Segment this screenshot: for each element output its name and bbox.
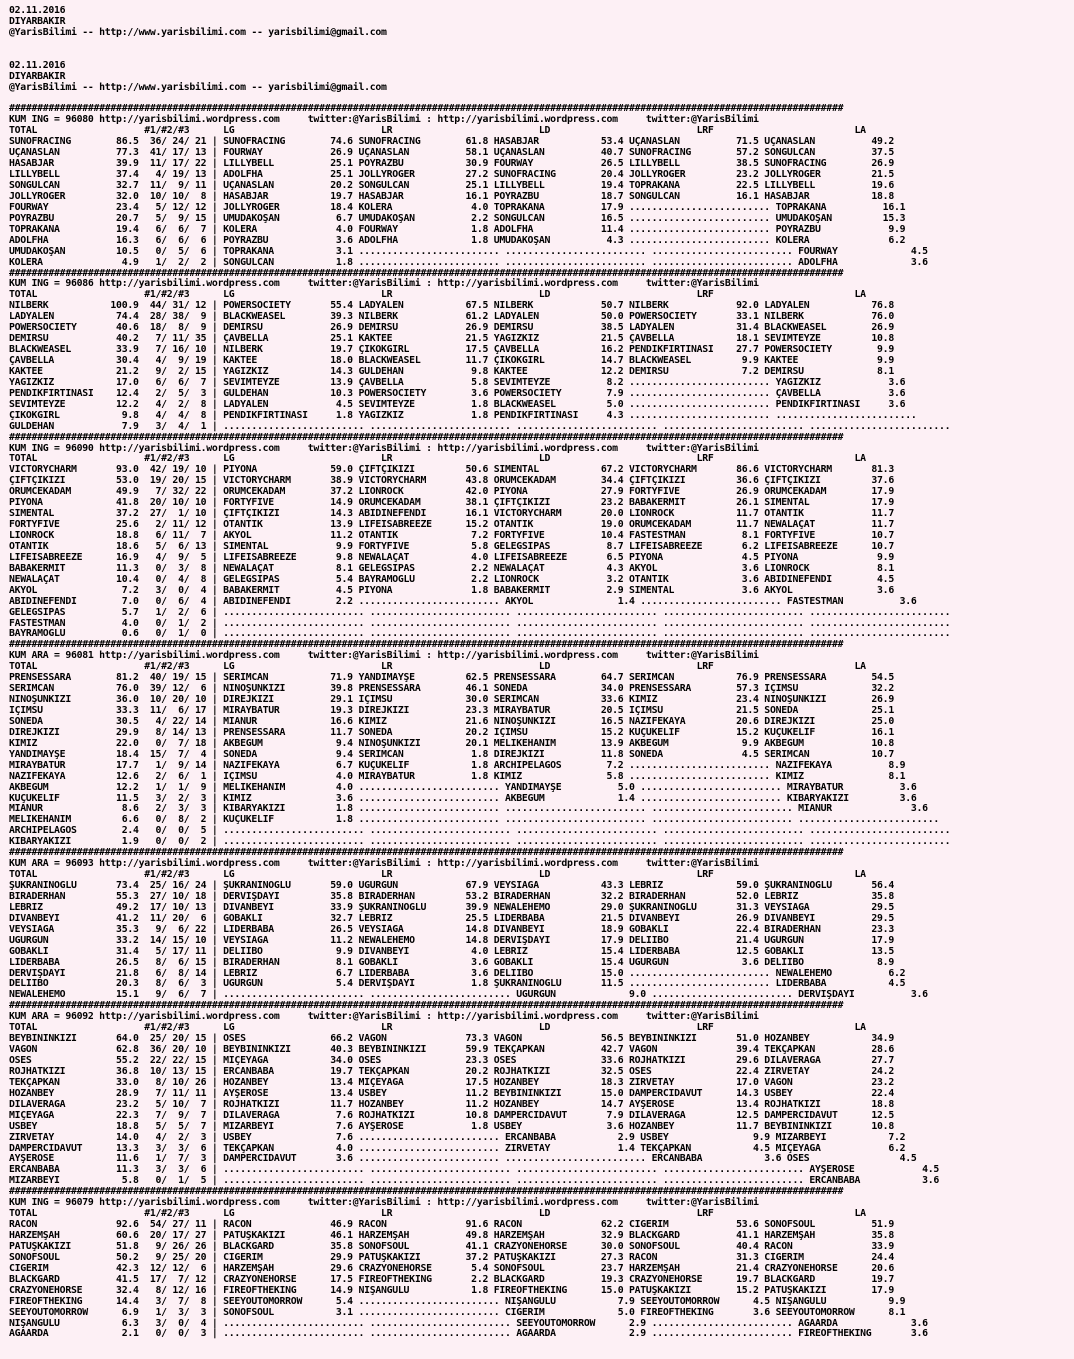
text-line: PIYONA 41.8 20/ 10/ 10 | FORTYFIVE 14.9 ORUMCEKADAM 38.1 ÇIFTÇIKIZI 23.2 BABAKERMIT 26.1 SIMENTAL 17.9 <box>8 497 894 509</box>
text-line: BABAKERMIT 11.3 0/ 3/ 8 | NEWALAÇAT 8.1 GELEGSIPAS 2.2 NEWALAÇAT 4.3 AKYOL 3.6 LIONROCK 8.1 <box>8 562 894 574</box>
text-line: POWERSOCIETY 40.6 18/ 8/ 9 | DEMIRSU 26.9 DEMIRSU 26.9 DEMIRSU 38.5 LADYALEN 31.4 BLACKWEASEL 26.9 <box>8 322 894 334</box>
text-line: LIFEISABREEZE 16.9 4/ 9/ 5 | LIFEISABREEZE 9.8 NEWALAÇAT 4.0 LIFEISABREEZE 6.5 PIYONA 4.5 PIYONA 9.9 <box>8 551 894 563</box>
text-line: #################################################################################################################################################### <box>8 639 844 651</box>
text-line: NEWALEHEMO 15.1 9/ 6/ 7 | ......................... ......................... UGURGUN 9.0 ......................... DERVIŞDAYI 3.6 <box>8 989 928 1001</box>
text-line: KIMIZ 22.0 0/ 7/ 18 | AKBEGUM 9.4 NINOŞUNKIZI 20.1 MELIKEHANIM 13.9 AKBEGUM 9.9 AKBEGUM 10.8 <box>8 737 894 749</box>
text-line: AGAARDA 2.1 0/ 0/ 3 | ......................... ......................... AGAARDA 2.9 ......................... FIREOFTHEKING 3.6 <box>8 1328 928 1340</box>
text-line: MIRAYBATUR 17.7 1/ 9/ 14 | NAZIFEKAYA 6.7 KUÇUKELIF 1.8 ARCHIPELAGOS 7.2 ......................... NAZIFEKAYA 8.9 <box>8 759 906 771</box>
text-line: @YarisBilimi -- http://www.yarisbilimi.com -- yarisbilimi@gmail.com <box>8 81 387 93</box>
text-line: BEYBININKIZI 64.0 25/ 20/ 15 | OSES 66.2 VAGON 73.3 VAGON 56.5 BEYBININKIZI 51.0 HOZANBEY 34.9 <box>8 1033 894 1045</box>
text-line: ORUMCEKADAM 49.9 7/ 32/ 22 | ORUMCEKADAM 37.2 LIONROCK 42.0 PIYONA 27.9 FORTYFIVE 26.9 ORUMCEKADAM 17.9 <box>8 486 894 498</box>
text-line: #################################################################################################################################################### <box>8 1000 844 1012</box>
text-line: ADOLFHA 16.3 6/ 6/ 6 | POYRAZBU 3.6 ADOLFHA 1.8 UMUDAKOŞAN 4.3 ......................... KOLERA 6.2 <box>8 234 906 246</box>
text-line: BLACKWEASEL 33.9 7/ 16/ 10 | NILBERK 19.7 ÇIKOKGIRL 17.5 ÇAVBELLA 16.2 PENDIKFIRTINASI 27.7 POWERSOCIETY 9.9 <box>8 344 894 356</box>
text-line: FOURWAY 23.4 5/ 12/ 12 | JOLLYROGER 18.4 KOLERA 4.0 TOPRAKANA 17.9 ......................... TOPRAKANA 16.1 <box>8 201 906 213</box>
text-line: BLACKGARD 41.5 17/ 7/ 12 | CRAZYONEHORSE 17.5 FIREOFTHEKING 2.2 BLACKGARD 19.3 CRAZYONEHORSE 19.7 BLACKGARD 19.7 <box>8 1273 894 1285</box>
text-line: TOTAL #1/#2/#3 LG LR LD LRF LA <box>8 289 866 301</box>
text-line: TOPRAKANA 19.4 6/ 6/ 7 | KOLERA 4.0 FOURWAY 1.8 ADOLFHA 11.4 ......................... POYRAZBU 9.9 <box>8 223 906 235</box>
text-line: AYŞEROSE 11.6 1/ 7/ 3 | DAMPERCIDAVUT 3.6 ......................... ......................... ERCANBABA 3.6 OSES 4.5 <box>8 1153 917 1165</box>
text-line: KUM ARA = 96092 http://yarisbilimi.wordpress.com twitter:@YarisBilimi : http://yarisbilimi.wordpress.com twitter:@YarisBilimi <box>8 1011 759 1023</box>
text-line: AKBEGUM 12.2 1/ 1/ 9 | MELIKEHANIM 4.0 ......................... YANDIMAYŞE 5.0 ......................... MIRAYBATUR 3.6 <box>8 781 917 793</box>
text-line: TOTAL #1/#2/#3 LG LR LD LRF LA <box>8 869 866 881</box>
text-line: OTANTIK 18.6 5/ 6/ 13 | SIMENTAL 9.9 FORTYFIVE 5.8 GELEGSIPAS 8.7 LIFEISABREEZE 6.2 LIFEISABREEZE 10.7 <box>8 540 894 552</box>
text-line: TOTAL #1/#2/#3 LG LR LD LRF LA <box>8 1022 866 1034</box>
text-line: VEYSIAGA 35.3 9/ 6/ 22 | LIDERBABA 26.5 VEYSIAGA 14.8 DIVANBEYI 18.9 GOBAKLI 22.4 BIRADERHAN 23.3 <box>8 923 894 935</box>
text-line: YAGIZKIZ 17.0 6/ 6/ 7 | SEVIMTEYZE 13.9 ÇAVBELLA 5.8 SEVIMTEYZE 8.2 ......................... YAGIZKIZ 3.6 <box>8 376 906 388</box>
text-line: KUM ING = 96080 http://yarisbilimi.wordpress.com twitter:@YarisBilimi : http://yarisbilimi.wordpress.com twitter:@YarisBilimi <box>8 114 759 126</box>
text-line: DERVIŞDAYI 21.8 6/ 8/ 14 | LEBRIZ 6.7 LIDERBABA 3.6 DELIIBO 15.0 ......................... NEWALEHEMO 6.2 <box>8 967 906 979</box>
text-line: NEWALAÇAT 10.4 0/ 4/ 8 | GELEGSIPAS 5.4 BAYRAMOGLU 2.2 LIONROCK 3.2 OTANTIK 3.6 ABIDINEFENDI 4.5 <box>8 573 894 585</box>
text-line: UGURGUN 33.2 14/ 15/ 10 | VEYSIAGA 11.2 NEWALEHEMO 14.8 DERVIŞDAYI 17.9 DELIIBO 21.4 UGURGUN 17.9 <box>8 934 894 946</box>
text-line: DAMPERCIDAVUT 13.3 3/ 3/ 6 | TEKÇAPKAN 4.0 ......................... ZIRVETAY 1.4 TEKÇAPKAN 4.5 MIÇEYAGA 6.2 <box>8 1142 906 1154</box>
text-line <box>9 39 1069 50</box>
text-line: ZIRVETAY 14.0 4/ 2/ 3 | USBEY 7.6 ......................... ERCANBABA 2.9 USBEY 9.9 MIZARBEYI 7.2 <box>8 1131 906 1143</box>
text-line: SONEDA 30.5 4/ 22/ 14 | MIANUR 16.6 KIMIZ 21.6 NINOŞUNKIZI 16.5 NAZIFEKAYA 20.6 DIREJKIZI 25.0 <box>8 715 894 727</box>
text-line: BIRADERHAN 55.3 27/ 10/ 18 | DERVIŞDAYI 35.8 BIRADERHAN 53.2 BIRADERHAN 32.2 BIRADERHAN 52.0 LEBRIZ 35.8 <box>8 890 894 902</box>
text-line: GELEGSIPAS 5.7 1/ 2/ 6 | ......................... ......................... ......................... ......................... ......................... <box>8 606 951 618</box>
text-line: PENDIKFIRTINASI 12.4 2/ 5/ 3 | GULDEHAN 10.3 POWERSOCIETY 3.6 POWERSOCIETY 7.9 ......................... ÇAVBELLA 3.6 <box>8 387 906 399</box>
text-line: FORTYFIVE 25.6 2/ 11/ 12 | OTANTIK 13.9 LIFEISABREEZE 15.2 OTANTIK 19.0 ORUMCEKADAM 11.7 NEWALAÇAT 11.7 <box>8 519 894 531</box>
text-line: ÇIKOKGIRL 9.8 4/ 4/ 8 | PENDIKFIRTINASI 1.8 YAGIZKIZ 1.8 PENDIKFIRTINASI 4.3 ......................... ......................... <box>8 409 917 421</box>
text-line: CIGERIM 42.3 12/ 12/ 6 | HARZEMŞAH 29.6 CRAZYONEHORSE 5.4 SONOFSOUL 23.7 HARZEMŞAH 21.4 CRAZYONEHORSE 20.6 <box>8 1262 894 1274</box>
text-line: TOTAL #1/#2/#3 LG LR LD LRF LA <box>8 661 866 673</box>
text-line: HASABJAR 39.9 11/ 17/ 22 | LILLYBELL 25.1 POYRAZBU 30.9 FOURWAY 26.5 LILLYBELL 38.5 SUNOFRACING 26.9 <box>8 158 894 170</box>
text-line: 02.11.2016 <box>8 59 66 71</box>
text-line: YANDIMAYŞE 18.4 15/ 7/ 4 | SONEDA 9.4 SERIMCAN 1.8 DIREJKIZI 11.8 SONEDA 4.5 SERIMCAN 10.7 <box>8 748 894 760</box>
text-line: MELIKEHANIM 6.6 0/ 8/ 2 | KUÇUKELIF 1.8 ......................... ......................... ......................... ......................... <box>8 814 940 826</box>
text-line: #################################################################################################################################################### <box>8 103 844 115</box>
text-line: LIDERBABA 26.5 8/ 6/ 15 | BIRADERHAN 8.1 GOBAKLI 3.6 GOBAKLI 15.4 UGURGUN 3.6 DELIIBO 8.9 <box>8 956 894 968</box>
text-line: DELIIBO 20.3 8/ 6/ 3 | UGURGUN 5.4 DERVIŞDAYI 1.8 ŞUKRANINOGLU 11.5 ......................... LIDERBABA 4.5 <box>8 978 906 990</box>
text-line: TOTAL #1/#2/#3 LG LR LD LRF LA <box>8 453 866 465</box>
text-line: KIBARYAKIZI 1.9 0/ 0/ 2 | ......................... ......................... ......................... ......................... ......................... <box>8 836 951 848</box>
text-line: CRAZYONEHORSE 32.4 8/ 12/ 16 | FIREOFTHEKING 14.9 NIŞANGULU 1.8 FIREOFTHEKING 15.0 PATUŞKAKIZI 15.2 PATUŞKAKIZI 17.9 <box>8 1284 894 1296</box>
text-line: UÇANASLAN 77.3 41/ 17/ 13 | FOURWAY 26.9 UÇANASLAN 58.1 UÇANASLAN 40.7 SUNOFRACING 57.2 SONGULCAN 37.5 <box>8 147 894 159</box>
text-line: HARZEMŞAH 60.6 20/ 17/ 27 | PATUŞKAKIZI 46.1 HARZEMŞAH 49.8 HARZEMŞAH 32.9 BLACKGARD 41.1 HARZEMŞAH 35.8 <box>8 1230 894 1241</box>
text-line: NILBERK 100.9 44/ 31/ 12 | POWERSOCIETY 55.4 LADYALEN 67.5 NILBERK 50.7 NILBERK 92.0 LADYALEN 76.8 <box>8 300 894 312</box>
text-line: KUM ARA = 96081 http://yarisbilimi.wordpress.com twitter:@YarisBilimi : http://yarisbilimi.wordpress.com twitter:@YarisBilimi <box>8 650 759 662</box>
text-line: PATUŞKAKIZI 51.8 9/ 26/ 26 | BLACKGARD 35.8 SONOFSOUL 41.1 CRAZYONEHORSE 30.0 SONOFSOUL 40.4 RACON 33.9 <box>8 1240 894 1252</box>
text-line: LEBRIZ 49.2 17/ 10/ 13 | DIVANBEYI 33.9 ŞUKRANINOGLU 39.9 NEWALEHEMO 29.0 ŞUKRANINOGLU 31.3 VEYSIAGA 29.5 <box>8 901 894 913</box>
text-line: NAZIFEKAYA 12.6 2/ 6/ 1 | IÇIMSU 4.0 MIRAYBATUR 1.8 KIMIZ 5.8 ......................... KIMIZ 8.1 <box>8 770 906 782</box>
text-line: NIŞANGULU 6.3 3/ 0/ 4 | ......................... ......................... SEEYOUTOMORROW 2.9 ......................... AGAARDA 3.6 <box>8 1317 928 1329</box>
text-line: USBEY 18.8 5/ 5/ 7 | MIZARBEYI 7.6 AYŞEROSE 1.8 USBEY 3.6 HOZANBEY 11.7 BEYBININKIZI 10.8 <box>8 1120 894 1132</box>
text-line: DILAVERAGA 23.2 5/ 10/ 7 | ROJHATKIZI 11.7 HOZANBEY 11.2 HOZANBEY 14.7 AYŞEROSE 13.4 ROJHATKIZI 18.8 <box>8 1098 894 1110</box>
text-line: LIONROCK 18.8 6/ 11/ 7 | AKYOL 11.2 OTANTIK 7.2 FORTYFIVE 10.4 FASTESTMAN 8.1 FORTYFIVE 10.7 <box>8 530 894 541</box>
text-line: ŞUKRANINOGLU 73.4 25/ 16/ 24 | ŞUKRANINOGLU 59.0 UGURGUN 67.9 VEYSIAGA 43.3 LEBRIZ 59.0 ŞUKRANINOGLU 56.4 <box>8 880 894 891</box>
text-line: #################################################################################################################################################### <box>8 267 844 279</box>
text-line: SERIMCAN 76.0 39/ 12/ 6 | NINOŞUNKIZI 39.8 PRENSESSARA 46.1 SONEDA 34.0 PRENSESSARA 57.3 IÇIMSU 32.2 <box>8 683 894 695</box>
text-line: ERCANBABA 11.3 3/ 3/ 6 | ......................... ......................... ......................... ......................... AYŞEROSE 4.5 <box>8 1164 940 1176</box>
text-line: KOLERA 4.9 1/ 2/ 2 | SONGULCAN 1.8 ......................... ......................... ......................... ADOLFHA 3.6 <box>8 256 928 268</box>
text-line: PRENSESSARA 81.2 40/ 19/ 15 | SERIMCAN 71.9 YANDIMAYŞE 62.5 PRENSESSARA 64.7 SERIMCAN 76.9 PRENSESSARA 54.5 <box>8 672 894 684</box>
text-line: ABIDINEFENDI 7.0 0/ 6/ 4 | ABIDINEFENDI 2.2 ......................... AKYOL 1.4 ......................... FASTESTMAN 3.6 <box>8 595 917 607</box>
text-line: OSES 55.2 22/ 22/ 15 | MIÇEYAGA 34.0 OSES 23.3 OSES 33.6 ROJHATKIZI 29.6 DILAVERAGA 27.7 <box>8 1055 894 1066</box>
text-line: ARCHIPELAGOS 2.4 0/ 0/ 5 | ......................... ......................... ......................... ......................... ......................... <box>8 825 951 837</box>
text-line: MIZARBEYI 5.8 0/ 1/ 5 | ......................... ......................... ......................... ......................... ERCANBABA 3.6 <box>8 1175 940 1187</box>
text-line: DIYARBAKIR <box>8 70 66 82</box>
text-line: #################################################################################################################################################### <box>8 847 844 859</box>
text-line: KUM ARA = 96093 http://yarisbilimi.wordpress.com twitter:@YarisBilimi : http://yarisbilimi.wordpress.com twitter:@YarisBilimi <box>8 858 759 870</box>
text-line: @YarisBilimi -- http://www.yarisbilimi.com -- yarisbilimi@gmail.com <box>8 26 387 38</box>
text-line: 02.11.2016 <box>8 5 66 16</box>
text-line: ROJHATKIZI 36.8 10/ 13/ 15 | ERCANBABA 19.7 TEKÇAPKAN 20.2 ROJHATKIZI 32.5 OSES 22.4 ZIRVETAY 24.2 <box>8 1065 894 1077</box>
text-line: FIREOFTHEKING 14.4 3/ 7/ 8 | SEEYOUTOMORROW 5.4 ......................... NIŞANGULU 7.9 SEEYOUTOMORROW 4.5 NIŞANGULU 9.9 <box>8 1295 906 1307</box>
text-line: ÇIFTÇIKIZI 53.0 19/ 20/ 15 | VICTORYCHARM 38.9 VICTORYCHARM 43.8 ORUMCEKADAM 34.4 ÇIFTÇIKIZI 36.6 ÇIFTÇIKIZI 37.6 <box>8 475 894 487</box>
text-line: SIMENTAL 37.2 27/ 1/ 10 | ÇIFTÇIKIZI 14.3 ABIDINEFENDI 16.1 VICTORYCHARM 20.0 LIONROCK 11.7 OTANTIK 11.7 <box>8 508 894 520</box>
text-line: SEEYOUTOMORROW 6.9 1/ 3/ 3 | SONOFSOUL 3.1 ......................... CIGERIM 5.0 FIREOFTHEKING 3.6 SEEYOUTOMORROW 8.1 <box>8 1306 906 1318</box>
text-line: KUÇUKELIF 11.5 3/ 2/ 3 | KIMIZ 3.6 ......................... AKBEGUM 1.4 ......................... KIBARYAKIZI 3.6 <box>8 792 917 804</box>
text-line: VAGON 62.8 36/ 20/ 10 | BEYBININKIZI 40.3 BEYBININKIZI 59.9 TEKÇAPKAN 42.7 VAGON 39.4 TEKÇAPKAN 28.6 <box>8 1044 894 1056</box>
text-line: SONGULCAN 32.7 11/ 9/ 11 | UÇANASLAN 20.2 SONGULCAN 25.1 LILLYBELL 19.4 TOPRAKANA 22.5 LILLYBELL 19.6 <box>8 180 894 191</box>
text-line: UMUDAKOŞAN 10.5 0/ 5/ 6 | TOPRAKANA 3.1 ......................... ......................... ......................... FOURWAY 4.5 <box>8 245 928 257</box>
text-line: JOLLYROGER 32.0 10/ 10/ 8 | HASABJAR 19.7 HASABJAR 16.1 POYRAZBU 18.7 SONGULCAN 16.1 HASABJAR 18.8 <box>8 190 894 202</box>
text-line: RACON 92.6 54/ 27/ 11 | RACON 46.9 RACON 91.6 RACON 62.2 CIGERIM 53.6 SONOFSOUL 51.9 <box>8 1219 894 1231</box>
text-line: LADYALEN 74.4 28/ 38/ 9 | BLACKWEASEL 39.3 NILBERK 61.2 LADYALEN 50.0 POWERSOCIETY 33.1 NILBERK 76.0 <box>8 311 894 323</box>
text-line: MIÇEYAGA 22.3 7/ 9/ 7 | DILAVERAGA 7.6 ROJHATKIZI 10.8 DAMPERCIDAVUT 7.9 DILAVERAGA 12.5 DAMPERCIDAVUT 12.5 <box>8 1109 894 1121</box>
text-line: KAKTEE 21.2 9/ 2/ 15 | YAGIZKIZ 14.3 GULDEHAN 9.8 KAKTEE 12.2 DEMIRSU 7.2 DEMIRSU 8.1 <box>8 365 894 377</box>
text-line: KUM ING = 96090 http://yarisbilimi.wordpress.com twitter:@YarisBilimi : http://yarisbilimi.wordpress.com twitter:@YarisBilimi <box>8 442 759 454</box>
text-line: #################################################################################################################################################### <box>8 1186 844 1198</box>
text-line: DEMIRSU 40.2 7/ 11/ 35 | ÇAVBELLA 25.1 KAKTEE 21.5 YAGIZKIZ 21.5 ÇAVBELLA 18.1 SEVIMTEYZE 10.8 <box>8 333 894 345</box>
text-line <box>9 50 1069 61</box>
text-line: KUM ING = 96086 http://yarisbilimi.wordpress.com twitter:@YarisBilimi : http://yarisbilimi.wordpress.com twitter:@YarisBilimi <box>8 278 759 290</box>
text-line: ÇAVBELLA 30.4 4/ 9/ 19 | KAKTEE 18.0 BLACKWEASEL 11.7 ÇIKOKGIRL 14.7 BLACKWEASEL 9.9 KAKTEE 9.9 <box>8 355 894 366</box>
text-line: BAYRAMOGLU 0.6 0/ 1/ 0 | ......................... ......................... ......................... ......................... ......................... <box>8 628 951 640</box>
text-line: DIREJKIZI 29.9 8/ 14/ 13 | PRENSESSARA 11.7 SONEDA 20.2 IÇIMSU 15.2 KUÇUKELIF 15.2 KUÇUKELIF 16.1 <box>8 726 894 738</box>
text-line: IÇIMSU 33.3 11/ 6/ 17 | MIRAYBATUR 19.3 DIREJKIZI 23.3 MIRAYBATUR 20.5 IÇIMSU 21.5 SONEDA 25.1 <box>8 705 894 716</box>
text-line: #################################################################################################################################################### <box>8 431 844 443</box>
text-line: POYRAZBU 20.7 5/ 9/ 15 | UMUDAKOŞAN 6.7 UMUDAKOŞAN 2.2 SONGULCAN 16.5 ......................... UMUDAKOŞAN 15.3 <box>8 212 906 224</box>
text-line: TEKÇAPKAN 33.0 8/ 10/ 26 | HOZANBEY 13.4 MIÇEYAGA 17.5 HOZANBEY 18.3 ZIRVETAY 17.0 VAGON 23.2 <box>8 1076 894 1088</box>
text-line: SONOFSOUL 50.2 9/ 25/ 20 | CIGERIM 29.9 PATUŞKAKIZI 37.2 PATUŞKAKIZI 27.3 RACON 31.3 CIGERIM 24.4 <box>8 1251 894 1263</box>
text-line: TOTAL #1/#2/#3 LG LR LD LRF LA <box>8 125 866 137</box>
text-line: MIANUR 8.6 2/ 3/ 3 | KIBARYAKIZI 1.8 ......................... ......................... ......................... MIANUR 3.6 <box>8 803 928 815</box>
text-line: SEVIMTEYZE 12.2 4/ 2/ 8 | LADYALEN 4.5 SEVIMTEYZE 1.8 BLACKWEASEL 5.0 ......................... PENDIKFIRTINASI 3.6 <box>8 398 906 410</box>
text-line: NINOŞUNKIZI 36.0 10/ 20/ 10 | DIREJKIZI 29.1 IÇIMSU 30.0 SERIMCAN 33.6 KIMIZ 23.4 NINOŞUNKIZI 26.9 <box>8 694 894 706</box>
text-line: SUNOFRACING 86.5 36/ 24/ 21 | SUNOFRACING 74.6 SUNOFRACING 61.8 HASABJAR 53.4 UÇANASLAN 71.5 UÇANASLAN 49.2 <box>8 136 894 148</box>
text-line: VICTORYCHARM 93.0 42/ 19/ 10 | PIYONA 59.0 ÇIFTÇIKIZI 50.6 SIMENTAL 67.2 VICTORYCHARM 86.6 VICTORYCHARM 81.3 <box>8 464 894 476</box>
text-line: GULDEHAN 7.9 3/ 4/ 1 | ......................... ......................... ......................... ......................... ......................... <box>8 420 951 432</box>
text-line: HOZANBEY 28.9 7/ 11/ 11 | AYŞEROSE 13.4 USBEY 11.2 BEYBININKIZI 15.0 DAMPERCIDAVUT 14.3 USBEY 22.4 <box>8 1087 894 1099</box>
text-line: TOTAL #1/#2/#3 LG LR LD LRF LA <box>8 1208 866 1220</box>
text-line: LILLYBELL 37.4 4/ 19/ 13 | ADOLFHA 25.1 JOLLYROGER 27.2 SUNOFRACING 20.4 JOLLYROGER 23.2 JOLLYROGER 21.5 <box>8 169 894 181</box>
text-line: DIVANBEYI 41.2 11/ 20/ 6 | GOBAKLI 32.7 LEBRIZ 25.5 LIDERBABA 21.5 DIVANBEYI 26.9 DIVANBEYI 29.5 <box>8 912 894 924</box>
text-line: FASTESTMAN 4.0 0/ 1/ 2 | ......................... ......................... ......................... ......................... ......................... <box>8 617 951 629</box>
text-line: KUM ING = 96079 http://yarisbilimi.wordpress.com twitter:@YarisBilimi : http://yarisbilimi.wordpress.com twitter:@YarisBilimi <box>8 1197 759 1209</box>
text-line: GOBAKLI 31.4 5/ 17/ 11 | DELIIBO 9.9 DIVANBEYI 4.0 LEBRIZ 15.4 LIDERBABA 12.5 GOBAKLI 13.5 <box>8 945 894 957</box>
text-line: DIYARBAKIR <box>8 15 66 27</box>
text-line: AKYOL 7.2 3/ 0/ 4 | BABAKERMIT 4.5 PIYONA 1.8 BABAKERMIT 2.9 SIMENTAL 3.6 AKYOL 3.6 <box>8 584 894 596</box>
